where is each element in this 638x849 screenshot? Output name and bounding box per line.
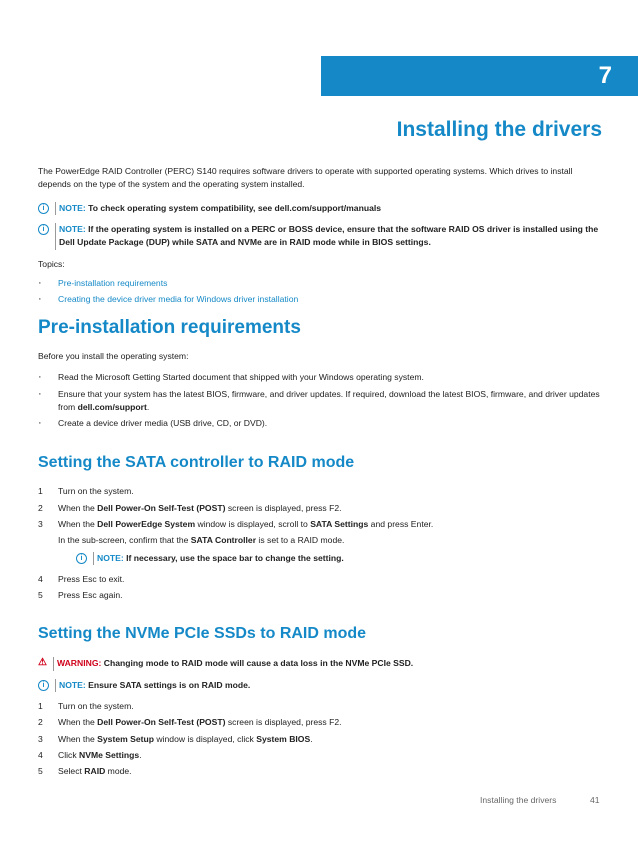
sata-steps — [38, 485, 606, 531]
topic-link-driver-media[interactable]: Creating the device driver media for Windows driver installation — [58, 294, 299, 305]
step-item: 5 Select RAID mode. — [38, 766, 132, 777]
step-item: 1 Turn on the system. — [38, 486, 134, 497]
pre-lead: Before you install the operating system: — [38, 350, 189, 361]
topics-list — [38, 277, 606, 307]
warning-triangle-icon: ⚠ — [38, 657, 47, 669]
step-item: 2 When the Dell Power-On Self-Test (POST) screen is displayed, press F2. — [38, 717, 342, 728]
note-divider — [55, 679, 56, 692]
note-space-bar: i NOTE: If necessary, use the space bar to change the setting. — [76, 552, 606, 565]
note-divider — [93, 552, 94, 565]
step-item: 2 When the Dell Power-On Self-Test (POST) screen is displayed, press F2. — [38, 502, 342, 513]
sata-steps-cont — [38, 573, 606, 603]
step-item: 4 Click NVMe Settings. — [38, 749, 142, 760]
warning-data-loss: ⚠ WARNING: Changing mode to RAID mode will cause a data loss in the NVMe PCIe SSD. — [38, 657, 606, 670]
note-text: If the operating system is installed on a PERC or BOSS device, ensure that the software RAID OS driver is installed using the Dell Update Package (DUP) while SATA and NVMe are in RAID mode while in BIOS settings. — [59, 223, 599, 248]
chapter-number: 7 — [598, 62, 612, 89]
heading-pre-installation: Pre-installation requirements — [38, 316, 301, 338]
pre-list — [38, 371, 606, 430]
info-icon: i — [38, 680, 49, 691]
step-item: 5 Press Esc again. — [38, 590, 123, 601]
dell-support-link[interactable]: dell.com/support — [77, 401, 147, 412]
list-item: · Create a device driver media (USB drive, CD, or DVD). — [38, 417, 606, 430]
step-item: 4 Press Esc to exit. — [38, 573, 125, 584]
topic-item — [38, 277, 606, 290]
list-item: · Read the Microsoft Getting Started document that shipped with your Windows operating system. — [38, 371, 606, 384]
warning-divider — [53, 657, 54, 670]
info-icon: i — [76, 553, 87, 564]
note-divider — [55, 223, 56, 250]
heading-sata-raid: Setting the SATA controller to RAID mode — [38, 453, 355, 471]
info-icon: i — [38, 203, 49, 214]
note-text: To check operating system compatibility, see dell.com/support/manuals — [88, 202, 382, 213]
nvme-steps — [38, 700, 606, 779]
page-content — [38, 165, 606, 781]
heading-nvme-raid: Setting the NVMe PCIe SSDs to RAID mode — [38, 625, 367, 643]
chapter-band — [321, 56, 638, 96]
topic-item — [38, 293, 606, 306]
topic-link-pre-installation[interactable]: Pre-installation requirements — [58, 277, 168, 288]
footer-label: Installing the drivers — [480, 795, 557, 805]
intro-paragraph: The PowerEdge RAID Controller (PERC) S140 requires software drivers to operate with supported operating systems. Which drives to install depends on the type of the system and the operating system installed. — [38, 166, 573, 190]
sata-sub-text: In the sub-screen, confirm that the SATA Controller is set to a RAID mode. — [58, 535, 345, 546]
note-sata-raid: i NOTE: Ensure SATA settings is on RAID mode. — [38, 679, 606, 692]
topics-label: Topics: — [38, 258, 65, 269]
note-os-compat — [38, 202, 606, 215]
page-number: 41 — [590, 795, 600, 805]
page-title: Installing the drivers — [396, 118, 602, 141]
note-perc-boss — [38, 223, 606, 250]
step-item: 3 When the System Setup window is displayed, click System BIOS. — [38, 733, 313, 744]
note-label: NOTE: — [59, 202, 86, 213]
list-item: · Ensure that your system has the latest BIOS, firmware, and driver updates. If required, download the latest BIOS, firmware, and driver updates from dell.com/support. — [38, 388, 606, 415]
info-icon: i — [38, 224, 49, 235]
note-label: NOTE: — [59, 223, 86, 234]
step-item: 3 When the Dell PowerEdge System window is displayed, scroll to SATA Settings and press Enter. — [38, 518, 434, 529]
step-item: 1 Turn on the system. — [38, 700, 134, 711]
note-divider — [55, 202, 56, 215]
